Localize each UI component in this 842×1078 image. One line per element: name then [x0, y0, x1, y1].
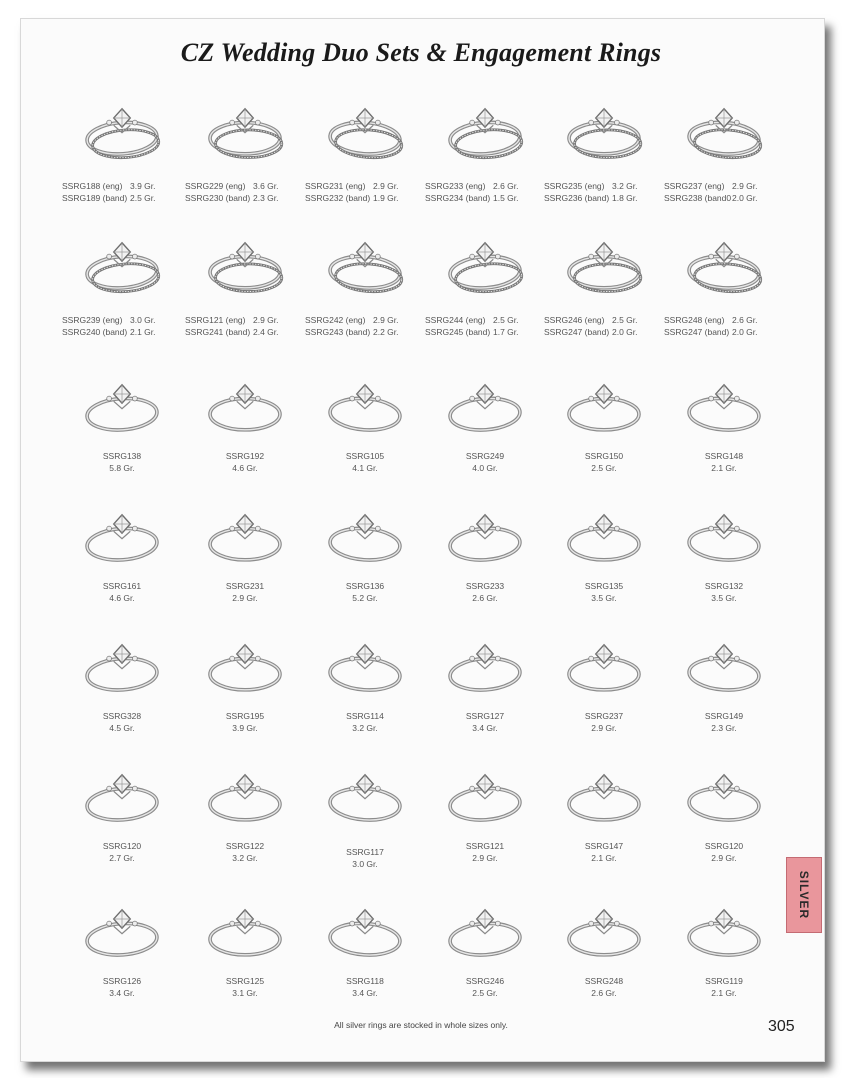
engagement-ring-weight: 2.9 Gr. — [253, 315, 279, 325]
ring-photo — [319, 498, 411, 572]
duo-set-label — [544, 180, 638, 204]
ring-label — [425, 840, 545, 864]
band-code: SSRG189 (band) — [62, 193, 128, 203]
ring-photo — [558, 628, 650, 702]
ring-code: SSRG125 — [225, 976, 265, 986]
duo-set-label — [62, 180, 156, 204]
engagement-ring-code: SSRG244 (eng) — [425, 315, 486, 325]
ring-weight: 3.5 Gr. — [711, 593, 737, 603]
duo-set-label — [185, 314, 279, 338]
ring-label — [664, 580, 784, 604]
ring-item — [664, 498, 784, 610]
ring-item — [305, 758, 425, 870]
ring-photo — [199, 758, 291, 832]
engagement-ring-weight: 2.6 Gr. — [493, 181, 519, 191]
band-code: SSRG245 (band) — [425, 327, 491, 337]
ring-code: SSRG117 — [346, 847, 384, 857]
ring-label — [62, 710, 182, 734]
engagement-ring-code: SSRG237 (eng) — [664, 181, 725, 191]
ring-weight: 4.1 Gr. — [352, 463, 378, 473]
ring-photo — [76, 893, 168, 967]
engagement-ring-weight: 3.0 Gr. — [130, 315, 156, 325]
ring-weight: 2.5 Gr. — [591, 463, 617, 473]
ring-item — [305, 368, 425, 480]
duo-set-item — [57, 226, 187, 346]
band-weight: 2.1 Gr. — [130, 327, 156, 337]
ring-photo — [319, 893, 411, 967]
ring-photo — [76, 498, 168, 572]
ring-item — [664, 368, 784, 480]
ring-item — [305, 893, 425, 1005]
ring-code: SSRG328 — [102, 711, 142, 721]
ring-item — [185, 628, 305, 740]
ring-weight: 2.6 Gr. — [591, 988, 617, 998]
engagement-ring-weight: 2.6 Gr. — [732, 315, 758, 325]
ring-weight: 5.8 Gr. — [109, 463, 135, 473]
ring-label — [664, 975, 784, 999]
ring-weight: 3.4 Gr. — [352, 988, 378, 998]
ring-weight: 3.4 Gr. — [109, 988, 135, 998]
ring-photo — [199, 893, 291, 967]
ring-code: SSRG249 — [465, 451, 505, 461]
ring-label — [185, 450, 305, 474]
duo-set-label — [185, 180, 279, 204]
ring-photo — [678, 92, 770, 166]
band-weight: 1.8 Gr. — [612, 193, 638, 203]
ring-weight: 2.7 Gr. — [109, 853, 135, 863]
engagement-ring-code: SSRG239 (eng) — [62, 315, 123, 325]
ring-photo — [199, 628, 291, 702]
ring-code: SSRG120 — [704, 841, 744, 851]
ring-weight: 3.2 Gr. — [232, 853, 258, 863]
engagement-ring-code: SSRG121 (eng) — [185, 315, 246, 325]
ring-weight: 3.2 Gr. — [352, 723, 378, 733]
ring-photo — [558, 498, 650, 572]
engagement-ring-weight: 3.2 Gr. — [612, 181, 638, 191]
ring-code: SSRG138 — [102, 451, 142, 461]
duo-set-item — [659, 92, 789, 212]
duo-set-label — [544, 314, 638, 338]
ring-label — [544, 580, 664, 604]
ring-code: SSRG118 — [346, 976, 384, 986]
band-code: SSRG241 (band) — [185, 327, 251, 337]
engagement-ring-code: SSRG235 (eng) — [544, 181, 605, 191]
ring-photo — [558, 226, 650, 300]
band-weight: 1.9 Gr. — [373, 193, 399, 203]
ring-weight: 2.1 Gr. — [711, 463, 737, 473]
ring-photo — [678, 628, 770, 702]
ring-label — [425, 450, 545, 474]
ring-code: SSRG192 — [225, 451, 265, 461]
band-weight: 2.0 Gr. — [612, 327, 638, 337]
duo-set-label — [664, 314, 758, 338]
band-weight: 2.2 Gr. — [373, 327, 399, 337]
ring-label — [425, 710, 545, 734]
ring-code: SSRG132 — [704, 581, 744, 591]
band-weight: 2.0 Gr. — [732, 327, 758, 337]
ring-code: SSRG147 — [584, 841, 624, 851]
ring-item — [544, 368, 664, 480]
duo-set-item — [420, 92, 550, 212]
ring-photo — [678, 498, 770, 572]
ring-code: SSRG121 — [465, 841, 505, 851]
band-weight: 2.5 Gr. — [130, 193, 156, 203]
ring-label — [305, 580, 425, 604]
ring-item — [185, 758, 305, 870]
ring-label — [664, 710, 784, 734]
ring-weight: 4.5 Gr. — [109, 723, 135, 733]
band-weight: 2.4 Gr. — [253, 327, 279, 337]
ring-item — [185, 893, 305, 1005]
ring-photo — [678, 226, 770, 300]
engagement-ring-weight: 2.9 Gr. — [373, 315, 399, 325]
ring-item — [664, 893, 784, 1005]
ring-photo — [439, 893, 531, 967]
silver-section-tab — [786, 857, 822, 933]
ring-code: SSRG233 — [465, 581, 505, 591]
duo-set-label — [305, 314, 399, 338]
engagement-ring-weight: 2.9 Gr. — [732, 181, 758, 191]
ring-weight: 2.6 Gr. — [472, 593, 498, 603]
ring-weight: 2.1 Gr. — [591, 853, 617, 863]
ring-photo — [76, 92, 168, 166]
ring-photo — [199, 92, 291, 166]
ring-photo — [76, 628, 168, 702]
ring-code: SSRG149 — [704, 711, 744, 721]
ring-item — [664, 758, 784, 870]
band-code: SSRG232 (band) — [305, 193, 371, 203]
engagement-ring-code: SSRG242 (eng) — [305, 315, 366, 325]
ring-weight: 2.9 Gr. — [472, 853, 498, 863]
ring-photo — [76, 368, 168, 442]
band-code: SSRG230 (band) — [185, 193, 251, 203]
silver-tab-label: SILVER — [797, 870, 811, 920]
ring-label — [305, 450, 425, 474]
ring-weight: 2.9 Gr. — [591, 723, 617, 733]
engagement-ring-code: SSRG188 (eng) — [62, 181, 123, 191]
duo-set-label — [62, 314, 156, 338]
ring-weight: 3.5 Gr. — [591, 593, 617, 603]
ring-item — [664, 628, 784, 740]
ring-photo — [439, 92, 531, 166]
ring-code: SSRG119 — [705, 976, 743, 986]
page-number: 305 — [768, 1018, 795, 1035]
engagement-ring-weight: 2.5 Gr. — [493, 315, 519, 325]
duo-set-item — [300, 226, 430, 346]
ring-photo — [76, 758, 168, 832]
engagement-ring-code: SSRG231 (eng) — [305, 181, 366, 191]
ring-photo — [319, 368, 411, 442]
ring-weight: 2.9 Gr. — [232, 593, 258, 603]
duo-set-label — [425, 314, 519, 338]
ring-code: SSRG126 — [102, 976, 142, 986]
ring-item — [62, 368, 182, 480]
engagement-ring-weight: 3.6 Gr. — [253, 181, 279, 191]
ring-photo — [439, 368, 531, 442]
engagement-ring-weight: 3.9 Gr. — [130, 181, 156, 191]
ring-label — [305, 710, 425, 734]
ring-item — [62, 758, 182, 870]
ring-code: SSRG195 — [225, 711, 265, 721]
ring-item — [425, 758, 545, 870]
engagement-ring-weight: 2.9 Gr. — [373, 181, 399, 191]
duo-set-item — [420, 226, 550, 346]
duo-set-item — [57, 92, 187, 212]
band-code: SSRG247 (band) — [664, 327, 730, 337]
duo-set-item — [180, 92, 310, 212]
ring-label — [544, 840, 664, 864]
ring-item — [544, 893, 664, 1005]
ring-code: SSRG120 — [102, 841, 142, 851]
ring-label — [62, 975, 182, 999]
band-weight: 1.5 Gr. — [493, 193, 519, 203]
ring-label — [305, 975, 425, 999]
ring-label — [62, 450, 182, 474]
band-weight: 2.3 Gr. — [253, 193, 279, 203]
ring-weight: 5.2 Gr. — [352, 593, 378, 603]
ring-photo — [678, 893, 770, 967]
ring-weight: 4.6 Gr. — [232, 463, 258, 473]
ring-item — [185, 368, 305, 480]
ring-photo — [76, 226, 168, 300]
ring-item — [62, 628, 182, 740]
ring-code: SSRG136 — [345, 581, 385, 591]
band-code: SSRG236 (band) — [544, 193, 610, 203]
ring-item — [425, 628, 545, 740]
ring-photo — [199, 368, 291, 442]
band-code: SSRG240 (band) — [62, 327, 128, 337]
ring-label — [185, 580, 305, 604]
duo-set-label — [305, 180, 399, 204]
duo-set-label — [664, 180, 758, 204]
ring-photo — [678, 758, 770, 832]
ring-label — [664, 450, 784, 474]
ring-weight: 2.5 Gr. — [472, 988, 498, 998]
ring-label — [185, 840, 305, 864]
ring-label — [185, 710, 305, 734]
ring-item — [62, 893, 182, 1005]
band-code: SSRG243 (band) — [305, 327, 371, 337]
duo-set-item — [539, 92, 669, 212]
ring-photo — [439, 226, 531, 300]
ring-item — [425, 368, 545, 480]
ring-code: SSRG105 — [345, 451, 385, 461]
band-code: SSRG234 (band) — [425, 193, 491, 203]
ring-photo — [199, 498, 291, 572]
ring-item — [185, 498, 305, 610]
ring-code: SSRG135 — [584, 581, 624, 591]
ring-code: SSRG237 — [584, 711, 624, 721]
ring-photo — [439, 498, 531, 572]
ring-weight: 3.1 Gr. — [232, 988, 258, 998]
ring-label — [305, 846, 425, 870]
ring-item — [544, 758, 664, 870]
ring-code: SSRG248 — [584, 976, 624, 986]
ring-photo — [319, 628, 411, 702]
ring-label — [62, 840, 182, 864]
ring-code: SSRG127 — [465, 711, 505, 721]
ring-photo — [558, 368, 650, 442]
ring-label — [664, 840, 784, 864]
duo-set-item — [300, 92, 430, 212]
ring-item — [62, 498, 182, 610]
engagement-ring-code: SSRG229 (eng) — [185, 181, 246, 191]
engagement-ring-code: SSRG248 (eng) — [664, 315, 725, 325]
ring-photo — [678, 368, 770, 442]
ring-code: SSRG150 — [584, 451, 624, 461]
ring-weight: 2.1 Gr. — [711, 988, 737, 998]
duo-set-item — [180, 226, 310, 346]
ring-label — [425, 975, 545, 999]
page-title: CZ Wedding Duo Sets & Engagement Rings — [180, 38, 662, 67]
ring-weight: 3.0 Gr. — [352, 859, 378, 869]
ring-weight: 4.0 Gr. — [472, 463, 498, 473]
ring-code: SSRG122 — [225, 841, 265, 851]
ring-weight: 2.3 Gr. — [711, 723, 737, 733]
duo-set-label — [425, 180, 519, 204]
ring-label — [425, 580, 545, 604]
band-weight: 2.0 Gr. — [732, 193, 758, 203]
ring-photo — [319, 226, 411, 300]
ring-label — [544, 975, 664, 999]
ring-weight: 2.9 Gr. — [711, 853, 737, 863]
duo-set-item — [659, 226, 789, 346]
ring-photo — [558, 758, 650, 832]
ring-item — [425, 893, 545, 1005]
ring-item — [425, 498, 545, 610]
ring-photo — [558, 893, 650, 967]
duo-set-item — [539, 226, 669, 346]
ring-item — [305, 628, 425, 740]
footnote: All silver rings are stocked in whole sizes only. — [334, 1020, 508, 1030]
ring-code: SSRG114 — [346, 711, 384, 721]
ring-item — [544, 628, 664, 740]
ring-weight: 3.9 Gr. — [232, 723, 258, 733]
ring-label — [544, 450, 664, 474]
ring-code: SSRG231 — [225, 581, 265, 591]
ring-item — [544, 498, 664, 610]
ring-photo — [319, 92, 411, 166]
ring-item — [305, 498, 425, 610]
ring-code: SSRG161 — [102, 581, 142, 591]
ring-weight: 3.4 Gr. — [472, 723, 498, 733]
ring-photo — [439, 758, 531, 832]
engagement-ring-code: SSRG246 (eng) — [544, 315, 605, 325]
ring-label — [62, 580, 182, 604]
ring-photo — [439, 628, 531, 702]
ring-label — [544, 710, 664, 734]
band-weight: 1.7 Gr. — [493, 327, 519, 337]
engagement-ring-code: SSRG233 (eng) — [425, 181, 486, 191]
ring-label — [185, 975, 305, 999]
engagement-ring-weight: 2.5 Gr. — [612, 315, 638, 325]
ring-code: SSRG246 — [465, 976, 505, 986]
band-code: SSRG247 (band) — [544, 327, 610, 337]
band-code: SSRG238 (band0 — [664, 193, 732, 203]
ring-code: SSRG148 — [704, 451, 744, 461]
ring-weight: 4.6 Gr. — [109, 593, 135, 603]
ring-photo — [199, 226, 291, 300]
ring-photo — [319, 758, 411, 832]
ring-photo — [558, 92, 650, 166]
